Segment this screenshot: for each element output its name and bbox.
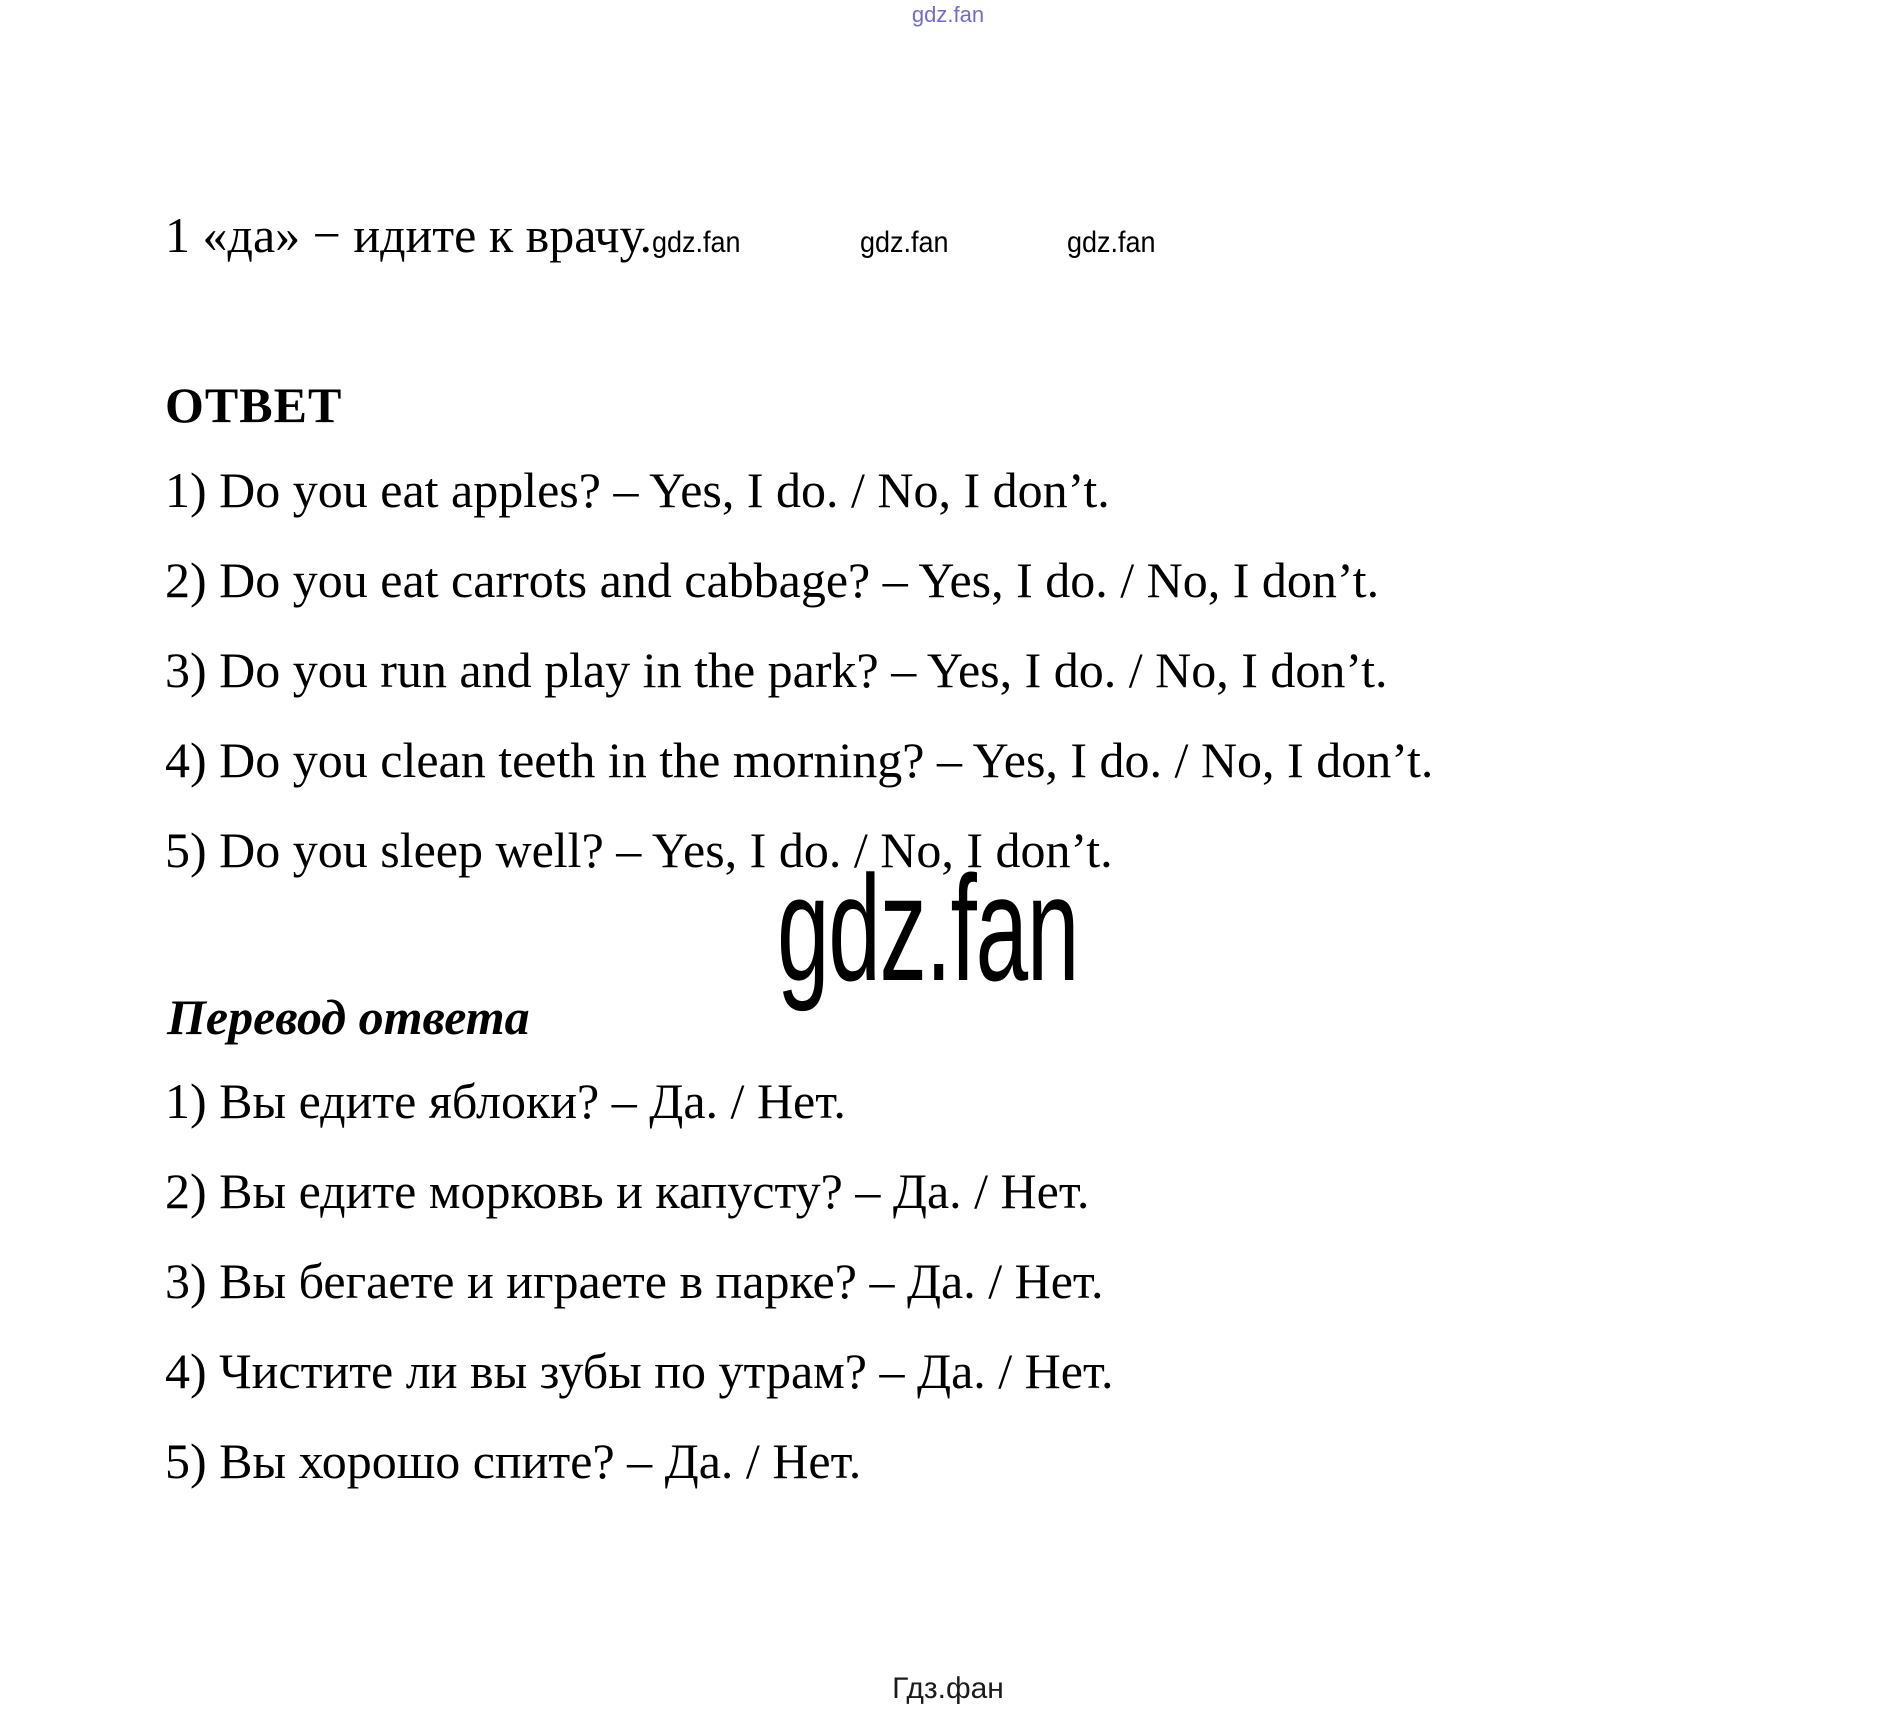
answer-line-2: 2) Do you eat carrots and cabbage? – Yes, I do. / No, I don’t. bbox=[165, 552, 1380, 608]
inline-watermark-1: gdz.fan bbox=[652, 226, 741, 259]
translation-heading: Перевод ответа bbox=[167, 989, 530, 1045]
inline-watermark-2: gdz.fan bbox=[860, 226, 950, 259]
translation-line-2: 2) Вы едите морковь и капусту? – Да. / Нет. bbox=[165, 1163, 1090, 1219]
top-watermark: gdz.fan bbox=[911, 2, 985, 27]
answer-line-3: 3) Do you run and play in the park? – Yes, I do. / No, I don’t. bbox=[165, 642, 1388, 698]
footer-watermark: Гдз.фан bbox=[892, 1672, 1004, 1705]
translation-line-3: 3) Вы бегаете и играете в парке? – Да. / Нет. bbox=[165, 1253, 1104, 1309]
answer-list bbox=[165, 445, 1433, 895]
translation-line-5: 5) Вы хорошо спите? – Да. / Нет. bbox=[165, 1433, 862, 1489]
title-line bbox=[165, 206, 1165, 264]
translation-list bbox=[165, 1056, 1114, 1506]
answer-line-1: 1) Do you eat apples? – Yes, I do. / No, I don’t. bbox=[165, 462, 1110, 518]
answer-line-4: 4) Do you clean teeth in the morning? – Yes, I do. / No, I don’t. bbox=[165, 732, 1434, 788]
answer-heading: ОТВЕТ bbox=[165, 377, 343, 433]
inline-watermark-3: gdz.fan bbox=[1066, 226, 1156, 259]
title-text: 1 «да» − идите к врачу. bbox=[165, 207, 653, 263]
translation-line-4: 4) Чистите ли вы зубы по утрам? – Да. / Нет. bbox=[165, 1343, 1114, 1399]
center-watermark: gdz.fan bbox=[777, 844, 1079, 1012]
answer-line-5: 5) Do you sleep well? – Yes, I do. / No, I don’t. bbox=[165, 822, 1113, 878]
translation-line-1: 1) Вы едите яблоки? – Да. / Нет. bbox=[165, 1073, 846, 1129]
